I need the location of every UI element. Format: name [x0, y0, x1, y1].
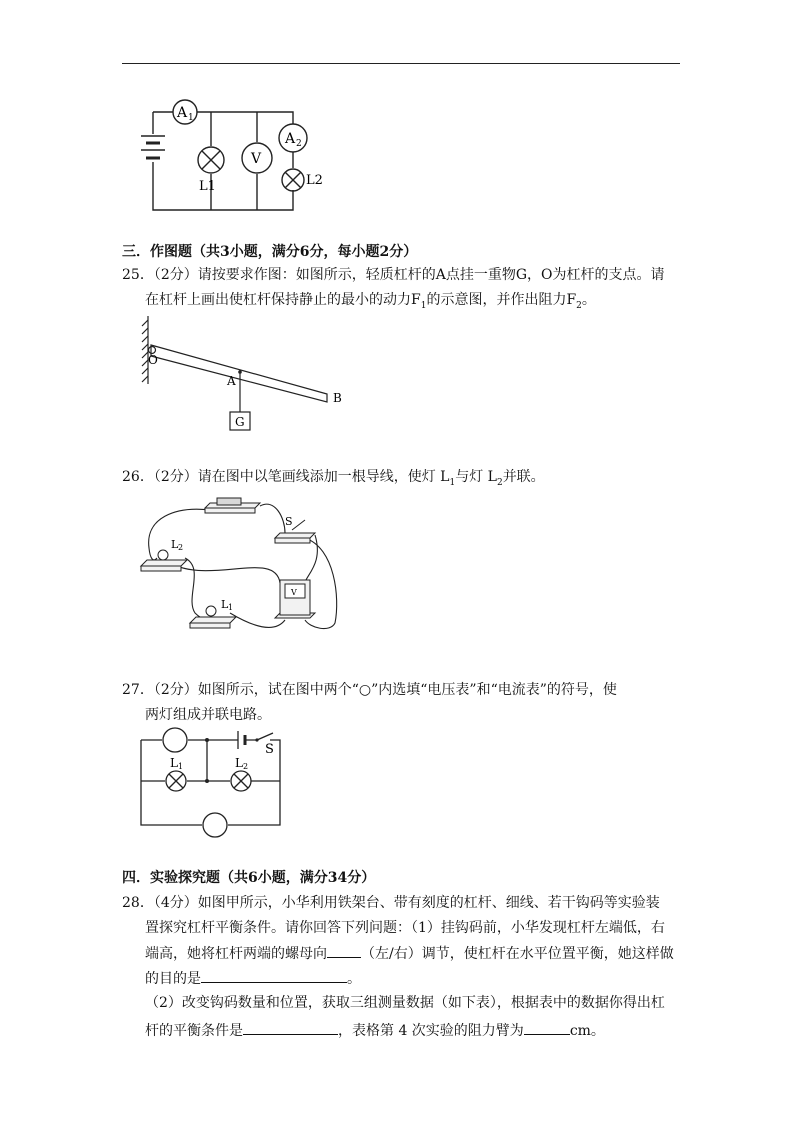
ammeter1-label: A: [177, 105, 188, 121]
ammeter2-label: A: [285, 131, 296, 147]
pivot-label: O: [148, 353, 158, 367]
q28-line1: 28．（4分）如图甲所示，小华利用铁架台、带有刻度的杠杆、细线、若干钩码等实验装: [122, 895, 660, 911]
ammeter2-sub: 2: [296, 139, 302, 149]
answer-blank-2[interactable]: [201, 968, 347, 983]
switch-label: S: [285, 515, 293, 528]
q28-line3-b: （左/右）调节，使杠杆在水平位置平衡，她这样做: [361, 946, 674, 962]
point-a-label: A: [227, 374, 236, 388]
q25-text-b: 的示意图，并作出阻力F: [426, 292, 577, 308]
circuit-diagram-1: [135, 92, 335, 217]
lamp2-label: L: [171, 538, 179, 551]
q26-text-a: 26．（2分）请在图中以笔画线添加一根导线，使灯 L: [122, 469, 450, 485]
answer-blank-4[interactable]: [524, 1020, 570, 1035]
q28-line4-b: 。: [347, 971, 361, 987]
lamp1-label: L: [221, 598, 229, 611]
q28-line5: （2）改变钩码数量和位置，获取三组测量数据（如下表），根据表中的数据你得出杠: [145, 995, 665, 1011]
q27-line1: 27．（2分）如图所示，试在图中两个“○”内选填“电压表”和“电流表”的符号，使: [122, 682, 617, 698]
q28-line3-a: 端高，她将杠杆两端的螺母向: [145, 946, 327, 962]
meter-label: V: [291, 588, 297, 597]
q25-line1: 25．（2分）请按要求作图：如图所示，轻质杠杆的A点挂一重物G，O为杠杆的支点。请: [122, 267, 665, 283]
lamp1-sub: 1: [228, 603, 234, 612]
lamp2-label: L2: [306, 173, 323, 188]
q27-line2: 两灯组成并联电路。: [145, 707, 271, 723]
lamp2-sub: 2: [178, 543, 184, 552]
q25-sub2: 2: [576, 300, 582, 311]
q25-sub1: 1: [420, 300, 427, 311]
q28-line3: [145, 943, 674, 964]
weight-label: G: [235, 415, 245, 429]
lamp1-sub: 1: [178, 762, 184, 771]
q26-sub2: 2: [496, 477, 503, 488]
point-b-label: B: [333, 391, 342, 405]
ammeter1-sub: 1: [188, 113, 194, 123]
real-circuit-diagram: [135, 488, 350, 648]
lamp1-label: L1: [199, 179, 216, 194]
lamp2-label: L: [235, 756, 243, 770]
answer-blank-3[interactable]: [243, 1020, 338, 1035]
q28-line6: [145, 1020, 605, 1041]
q28-line6-c: cm。: [569, 1023, 605, 1039]
q28-line2: 置探究杠杆平衡条件。请你回答下列问题：（1）挂钩码前，小华发现杠杆左端低，右: [145, 920, 665, 936]
q26-text-c: 并联。: [502, 469, 545, 485]
q28-line6-b: ，表格第 4 次实验的阻力臂为: [338, 1023, 524, 1039]
lever-diagram: [135, 312, 350, 437]
q25-text-a: 在杠杆上画出使杠杆保持静止的最小的动力F: [145, 292, 421, 308]
q28-line4-a: 的目的是: [145, 971, 201, 987]
section4-heading: 四．实验探究题（共6小题，满分34分）: [122, 870, 376, 886]
voltmeter-label: V: [251, 151, 262, 167]
q28-line6-a: 杆的平衡条件是: [145, 1023, 243, 1039]
header-rule: [122, 63, 680, 64]
circuit-diagram-27: [135, 725, 295, 840]
q28-line4: [145, 968, 361, 989]
lamp2-sub: 2: [243, 762, 249, 771]
section3-heading: 三．作图题（共3小题，满分6分，每小题2分）: [122, 244, 418, 260]
switch-label: S: [265, 742, 274, 757]
answer-blank-1[interactable]: [327, 943, 361, 958]
q26-sub1: 1: [449, 477, 456, 488]
lamp1-label: L: [170, 756, 178, 770]
q26-text-b: 与灯 L: [455, 469, 497, 485]
q25-text-c: 。: [581, 292, 596, 308]
